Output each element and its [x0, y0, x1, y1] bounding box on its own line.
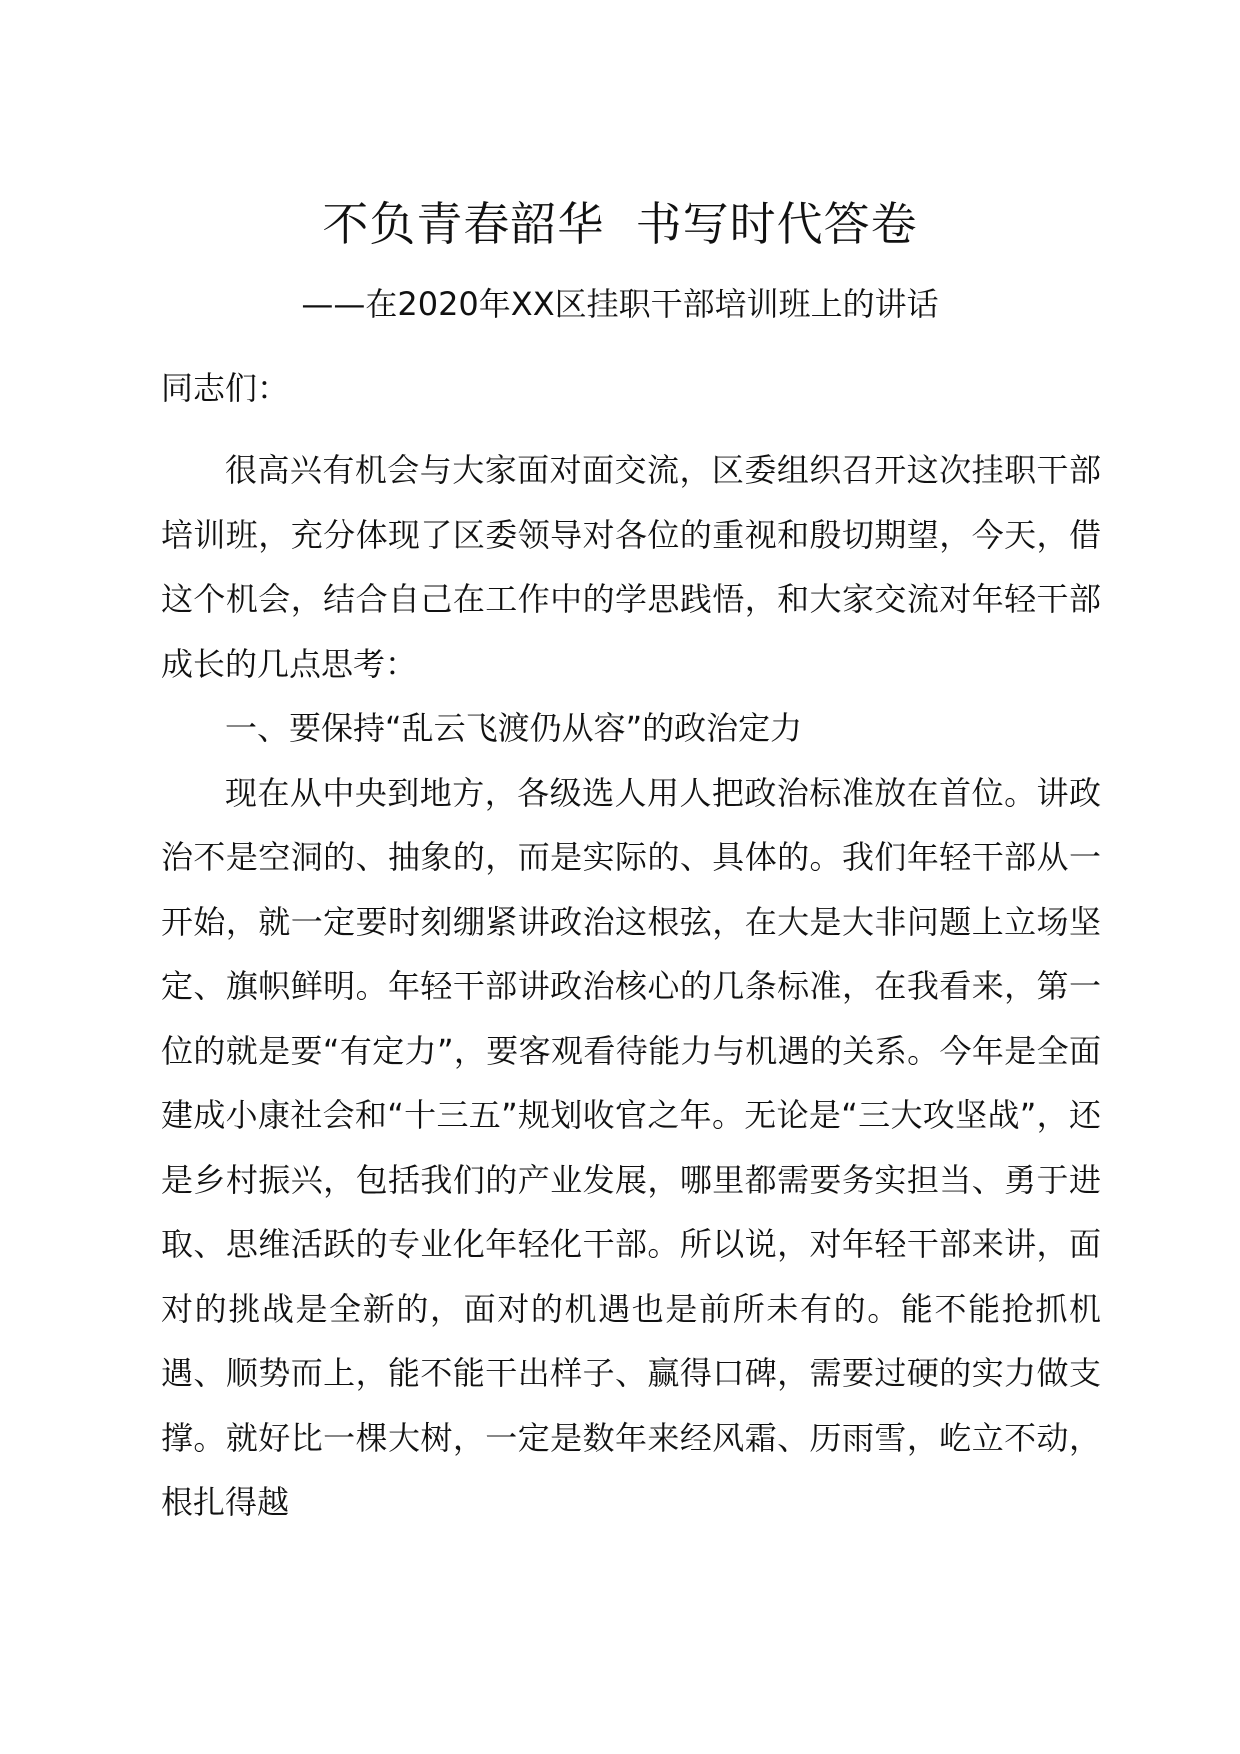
salutation: 同志们：	[161, 369, 290, 407]
section-paragraph: 现在从中央到地方，各级选人用人把政治标准放在首位。讲政治不是空洞的、抽象的，而是实际的、具体的。我们年轻干部从一开始，就一定要时刻绷紧讲政治这根弦，在大是大非问题上立场坚定、旗帜鲜明。年轻干部讲政治核心的几条标准，在我看来，第一位的就是要“有定力”，要客观看待能力与机遇的关系。今年是全面建成小康社会和“十三五”规划收官之年。无论是“三大攻坚战”，还是乡村振兴，包括我们的产业发展，哪里都需要务实担当、勇于进取、思维活跃的专业化年轻化干部。所以说，对年轻干部来讲，面对的挑战是全新的，面对的机遇也是前所未有的。能不能抢抓机遇、顺势而上，能不能干出样子、赢得口碑，需要过硬的实力做支撑。就好比一棵大树，一定是数年来经风霜、历雨雪，屹立不动，根扎得越	[161, 773, 1101, 1521]
section-heading: 一、要保持“乱云飞渡仍从容”的政治定力	[225, 709, 803, 747]
document-title: 不负青春韶华 书写时代答卷	[322, 197, 918, 251]
intro-paragraph: 很高兴有机会与大家面对面交流，区委组织召开这次挂职干部培训班，充分体现了区委领导对各位的重视和殷切期望，今天，借这个机会，结合自己在工作中的学思践悟，和大家交流对年轻干部成长的几点思考：	[161, 451, 1101, 683]
document-subtitle: ——在2020年XX区挂职干部培训班上的讲话	[301, 285, 939, 323]
document-body	[161, 438, 1101, 1535]
